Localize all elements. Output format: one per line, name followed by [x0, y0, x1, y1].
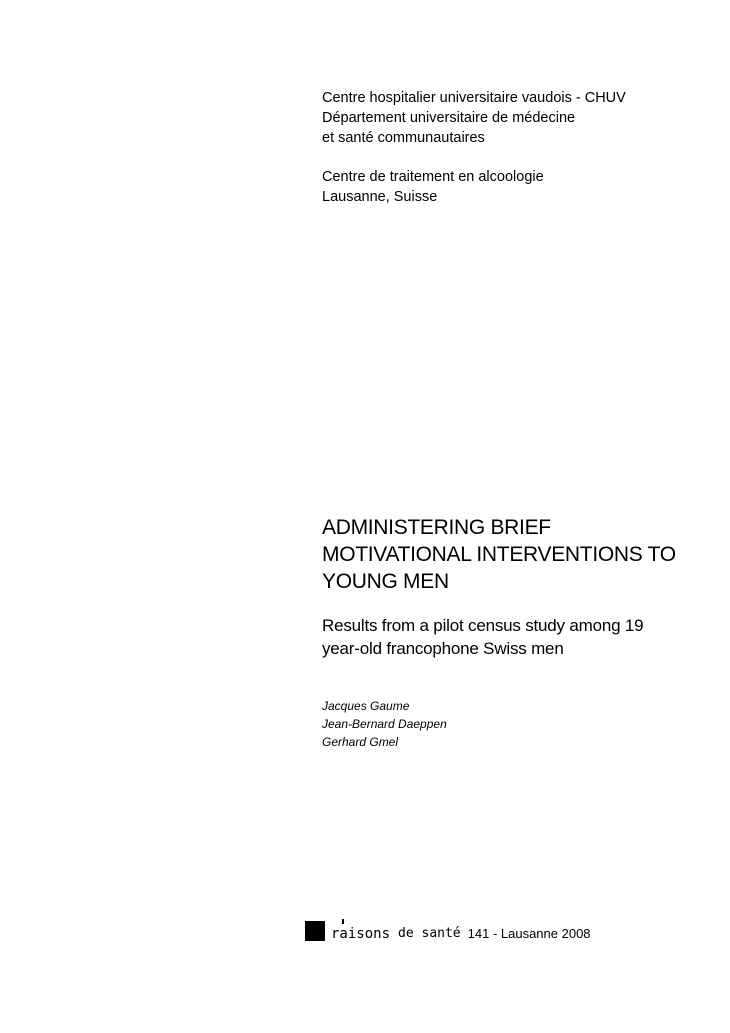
- author-name: Jean-Bernard Daeppen: [322, 717, 447, 731]
- institution-line: Centre hospitalier universitaire vaudois - CHUV: [322, 90, 626, 106]
- title-line: ADMINISTERING BRIEF: [322, 516, 551, 539]
- logo-tick-mark: [342, 919, 344, 924]
- institution-line: Département universitaire de médecine: [322, 110, 576, 126]
- institution-line: et santé communautaires: [322, 130, 485, 146]
- brand-raisons: [331, 927, 390, 941]
- series-info: 141 - Lausanne 2008: [467, 926, 591, 941]
- title-line: YOUNG MEN: [322, 570, 449, 593]
- center-line: Centre de traitement en alcoologie: [322, 169, 544, 185]
- location-line: Lausanne, Suisse: [322, 189, 438, 205]
- document-title: [322, 514, 676, 595]
- title-line: MOTIVATIONAL INTERVENTIONS TO: [322, 543, 676, 566]
- institution-block: [322, 88, 626, 207]
- author-name: Gerhard Gmel: [322, 735, 399, 749]
- series-footer: [305, 921, 591, 941]
- document-subtitle: Results from a pilot census study among 19 year-old francophone Swiss men: [322, 616, 644, 658]
- black-square-icon: [305, 921, 325, 941]
- brand-raisons-text: raisons: [331, 926, 391, 942]
- author-list: [322, 697, 447, 751]
- author-name: Jacques Gaume: [322, 699, 410, 713]
- brand-sante: de santé: [398, 926, 461, 941]
